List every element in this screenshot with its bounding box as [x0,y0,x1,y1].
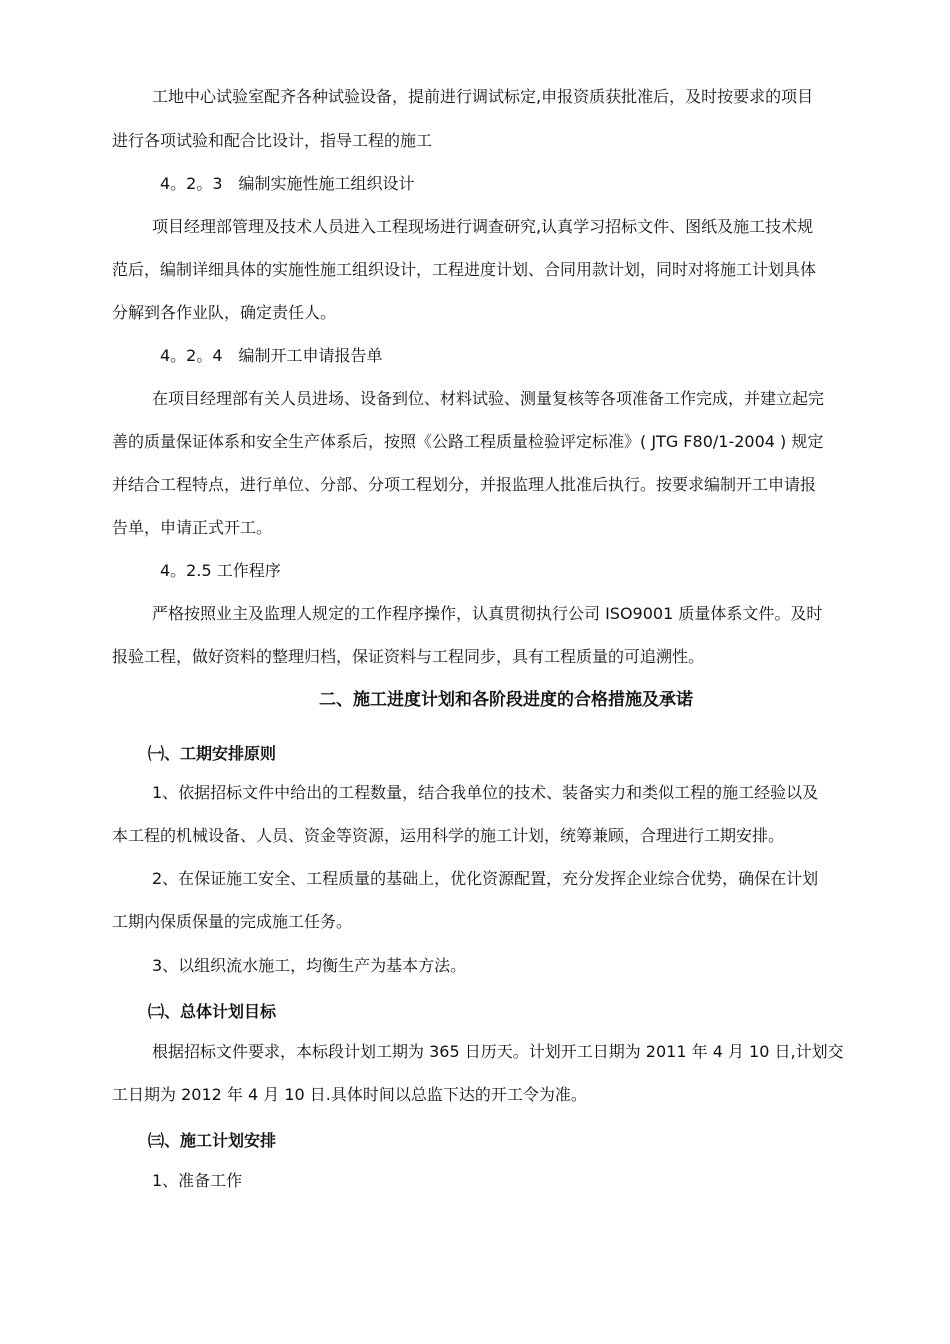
section-heading: ㈠、工期安排原则 [148,744,277,763]
paragraph-line: 工地中心试验室配齐各种试验设备，提前进行调试标定,申报资质获批准后，及时按要求的项目 [152,87,814,106]
section-heading: ㈡、总体计划目标 [148,1002,277,1021]
paragraph-line: 本工程的机械设备、人员、资金等资源，运用科学的施工计划，统筹兼顾，合理进行工期安排。 [112,826,785,845]
paragraph-line: 3、以组织流水施工，均衡生产为基本方法。 [152,956,467,975]
paragraph-line: 工日期为 2012 年 4 月 10 日.具体时间以总监下达的开工令为准。 [112,1085,587,1104]
section-title: 二、施工进度计划和各阶段进度的合格措施及承诺 [319,690,693,710]
paragraph-line: 进行各项试验和配合比设计，指导工程的施工 [112,131,433,150]
subsection-heading: 4。2。4 编制开工申请报告单 [160,346,383,365]
paragraph-line: 严格按照业主及监理人规定的工作程序操作，认真贯彻执行公司 ISO9001 质量体系文件。及时 [152,604,823,623]
paragraph-line: 1、依据招标文件中给出的工程数量，结合我单位的技术、装备实力和类似工程的施工经验以及 [152,783,819,802]
subsection-heading: 4。2。3 编制实施性施工组织设计 [160,174,415,193]
paragraph-line: 根据招标文件要求，本标段计划工期为 365 日历天。计划开工日期为 2011 年 4 月 10 日,计划交 [152,1042,844,1061]
paragraph-line: 项目经理部管理及技术人员进入工程现场进行调查研究,认真学习招标文件、图纸及施工技术规 [152,217,814,236]
paragraph-line: 告单，申请正式开工。 [112,518,273,537]
paragraph-line: 在项目经理部有关人员进场、设备到位、材料试验、测量复核等各项准备工作完成，并建立起完 [152,389,825,408]
paragraph-line: 范后，编制详细具体的实施性施工组织设计，工程进度计划、合同用款计划，同时对将施工计划具体 [112,260,817,279]
paragraph-line: 分解到各作业队，确定责任人。 [112,303,337,322]
paragraph-line: 2、在保证施工安全、工程质量的基础上，优化资源配置，充分发挥企业综合优势，确保在计划 [152,869,819,888]
paragraph-line: 报验工程，做好资料的整理归档，保证资料与工程同步，具有工程质量的可追溯性。 [112,647,705,666]
paragraph-line: 1、准备工作 [152,1171,243,1190]
section-heading: ㈢、施工计划安排 [148,1131,277,1150]
paragraph-line: 善的质量保证体系和安全生产体系后，按照《公路工程质量检验评定标准》( JTG F80/1-2004 ) 规定 [112,432,824,451]
subsection-heading: 4。2.5 工作程序 [160,561,281,580]
paragraph-line: 工期内保质保量的完成施工任务。 [112,912,353,931]
paragraph-line: 并结合工程特点，进行单位、分部、分项工程划分，并报监理人批准后执行。按要求编制开工申请报 [112,475,817,494]
